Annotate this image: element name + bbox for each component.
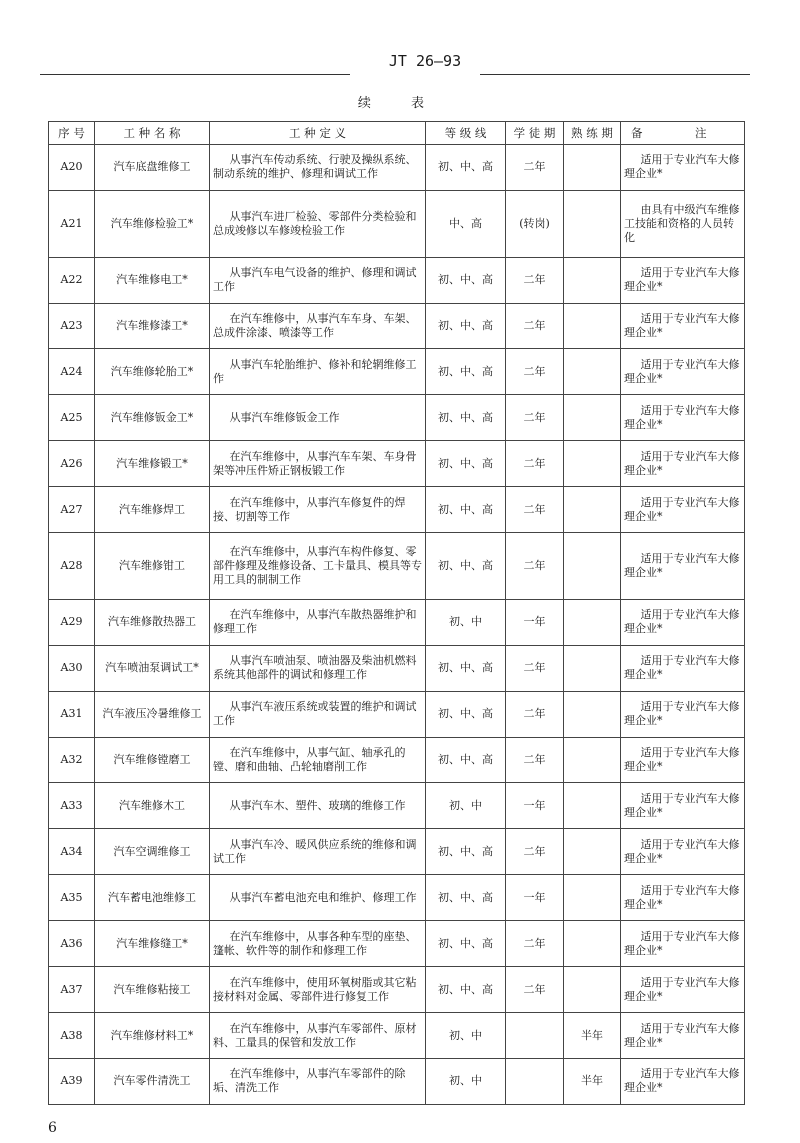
table-row: [49, 533, 745, 600]
table-header-row: [49, 122, 745, 145]
cell-study: 二年: [506, 533, 564, 600]
table-row: [49, 599, 745, 645]
table-row: [49, 303, 745, 349]
continuation-label: 续 表: [357, 96, 443, 111]
cell-note: 适用于专业汽车大修理企业*: [621, 967, 745, 1013]
cell-note: 适用于专业汽车大修理企业*: [621, 257, 745, 303]
cell-study: 二年: [506, 645, 564, 691]
cell-note: 适用于专业汽车大修理企业*: [621, 395, 745, 441]
cell-train: [564, 967, 621, 1013]
table-row: [49, 395, 745, 441]
cell-def: 从事汽车蓄电池充电和维护、修理工作: [210, 875, 426, 921]
cell-train: [564, 691, 621, 737]
cell-note: 适用于专业汽车大修理企业*: [621, 441, 745, 487]
cell-name: 汽车维修粘接工: [95, 967, 210, 1013]
cell-name: 汽车维修钳工: [95, 533, 210, 600]
cell-seq: A38: [49, 1013, 95, 1059]
cell-study: 二年: [506, 441, 564, 487]
cell-grade: 初、中、高: [426, 967, 506, 1013]
cell-study: [506, 1058, 564, 1104]
cell-train: [564, 441, 621, 487]
cell-seq: A37: [49, 967, 95, 1013]
cell-seq: A22: [49, 257, 95, 303]
occupation-table: [48, 121, 745, 1105]
cell-seq: A32: [49, 737, 95, 783]
cell-seq: A35: [49, 875, 95, 921]
table-body: [49, 145, 745, 1105]
cell-seq: A39: [49, 1058, 95, 1104]
cell-note: 适用于专业汽车大修理企业*: [621, 783, 745, 829]
cell-note: 适用于专业汽车大修理企业*: [621, 875, 745, 921]
table-row: [49, 145, 745, 191]
cell-study: 二年: [506, 921, 564, 967]
cell-seq: A30: [49, 645, 95, 691]
cell-name: 汽车维修漆工*: [95, 303, 210, 349]
cell-def: 在汽车维修中，从事汽车构件修复、零部件修理及维修设备、工卡量具、模具等专用工具的制制工作: [210, 533, 426, 600]
cell-name: 汽车空调维修工: [95, 829, 210, 875]
running-header: [40, 52, 750, 76]
cell-train: [564, 599, 621, 645]
cell-study: 一年: [506, 599, 564, 645]
cell-name: 汽车维修散热器工: [95, 599, 210, 645]
cell-def: 在汽车维修中，从事汽车车架、车身骨架等冲压件矫正钢板锻工作: [210, 441, 426, 487]
cell-study: 二年: [506, 691, 564, 737]
cell-train: 半年: [564, 1013, 621, 1059]
standard-code: JT 26—93: [388, 52, 462, 70]
cell-grade: 初、中、高: [426, 737, 506, 783]
cell-def: 从事汽车液压系统或装置的维护和调试工作: [210, 691, 426, 737]
cell-note: 适用于专业汽车大修理企业*: [621, 349, 745, 395]
table-row: [49, 967, 745, 1013]
cell-note: 适用于专业汽车大修理企业*: [621, 303, 745, 349]
cell-note: 适用于专业汽车大修理企业*: [621, 487, 745, 533]
cell-grade: 初、中、高: [426, 145, 506, 191]
cell-seq: A24: [49, 349, 95, 395]
col-header-notes-b: 注: [695, 126, 707, 140]
cell-def: 从事汽车维修钣金工作: [210, 395, 426, 441]
cell-study: 一年: [506, 783, 564, 829]
cell-train: [564, 645, 621, 691]
cell-def: 从事汽车轮胎维护、修补和轮辋维修工作: [210, 349, 426, 395]
cell-grade: 初、中、高: [426, 875, 506, 921]
cell-name: 汽车维修检验工*: [95, 190, 210, 257]
cell-grade: 初、中、高: [426, 487, 506, 533]
cell-seq: A20: [49, 145, 95, 191]
cell-train: [564, 145, 621, 191]
cell-grade: 初、中: [426, 1058, 506, 1104]
cell-train: [564, 257, 621, 303]
cell-name: 汽车维修锻工*: [95, 441, 210, 487]
cell-seq: A29: [49, 599, 95, 645]
cell-study: 二年: [506, 349, 564, 395]
col-header-notes-a: 备: [631, 126, 643, 140]
cell-def: 在汽车维修中，从事汽车车身、车架、总成件涂漆、喷漆等工作: [210, 303, 426, 349]
cell-def: 从事汽车木、塑件、玻璃的维修工作: [210, 783, 426, 829]
cell-def: 在汽车维修中，从事汽车零部件的除垢、清洗工作: [210, 1058, 426, 1104]
cell-grade: 初、中、高: [426, 829, 506, 875]
table-row: [49, 691, 745, 737]
cell-name: 汽车喷油泵调试工*: [95, 645, 210, 691]
cell-train: [564, 783, 621, 829]
cell-note: 适用于专业汽车大修理企业*: [621, 1013, 745, 1059]
col-header-grade: 等 级 线: [426, 122, 506, 145]
cell-note: 适用于专业汽车大修理企业*: [621, 691, 745, 737]
cell-def: 在汽车维修中，使用环氧树脂或其它粘接材料对金属、零部件进行修复工作: [210, 967, 426, 1013]
table-row: [49, 829, 745, 875]
cell-grade: 初、中、高: [426, 349, 506, 395]
cell-name: 汽车蓄电池维修工: [95, 875, 210, 921]
cell-seq: A26: [49, 441, 95, 487]
cell-grade: 初、中: [426, 599, 506, 645]
cell-name: 汽车维修镗磨工: [95, 737, 210, 783]
cell-note: 适用于专业汽车大修理企业*: [621, 1058, 745, 1104]
col-header-seq: 序 号: [49, 122, 95, 145]
cell-def: 在汽车维修中，从事汽车零部件、原材料、工量具的保管和发放工作: [210, 1013, 426, 1059]
cell-study: 二年: [506, 829, 564, 875]
cell-name: 汽车维修材料工*: [95, 1013, 210, 1059]
col-header-name: 工 种 名 称: [95, 122, 210, 145]
cell-def: 在汽车维修中，从事各种车型的座垫、篷帐、软件等的制作和修理工作: [210, 921, 426, 967]
cell-grade: 初、中、高: [426, 533, 506, 600]
cell-note: 适用于专业汽车大修理企业*: [621, 921, 745, 967]
cell-train: [564, 921, 621, 967]
col-header-notes: [621, 122, 745, 145]
cell-grade: 初、中、高: [426, 691, 506, 737]
cell-study: 二年: [506, 967, 564, 1013]
cell-name: 汽车液压冷暑维修工: [95, 691, 210, 737]
cell-seq: A31: [49, 691, 95, 737]
cell-seq: A23: [49, 303, 95, 349]
cell-study: 二年: [506, 395, 564, 441]
cell-note: 适用于专业汽车大修理企业*: [621, 737, 745, 783]
cell-seq: A21: [49, 190, 95, 257]
cell-study: 二年: [506, 303, 564, 349]
cell-def: 在汽车维修中，从事气缸、轴承孔的镗、磨和曲轴、凸轮轴磨削工作: [210, 737, 426, 783]
cell-train: [564, 487, 621, 533]
cell-def: 从事汽车喷油泵、喷油器及柴油机燃料系统其他部件的调试和修理工作: [210, 645, 426, 691]
cell-study: [506, 1013, 564, 1059]
cell-note: 适用于专业汽车大修理企业*: [621, 645, 745, 691]
table-row: [49, 645, 745, 691]
table-row: [49, 190, 745, 257]
cell-name: 汽车维修焊工: [95, 487, 210, 533]
cell-note: 适用于专业汽车大修理企业*: [621, 599, 745, 645]
cell-name: 汽车维修电工*: [95, 257, 210, 303]
cell-grade: 初、中、高: [426, 645, 506, 691]
cell-seq: A25: [49, 395, 95, 441]
table-row: [49, 1013, 745, 1059]
cell-study: (转岗): [506, 190, 564, 257]
cell-seq: A34: [49, 829, 95, 875]
table-row: [49, 441, 745, 487]
cell-note: 适用于专业汽车大修理企业*: [621, 145, 745, 191]
cell-name: 汽车维修缝工*: [95, 921, 210, 967]
cell-train: [564, 190, 621, 257]
table-row: [49, 487, 745, 533]
cell-seq: A36: [49, 921, 95, 967]
cell-def: 从事汽车进厂检验、零部件分类检验和总成竣修以车修竣检验工作: [210, 190, 426, 257]
cell-study: 二年: [506, 145, 564, 191]
cell-study: 二年: [506, 487, 564, 533]
cell-seq: A28: [49, 533, 95, 600]
cell-def: 从事汽车传动系统、行驶及操纵系统、制动系统的维护、修理和调试工作: [210, 145, 426, 191]
cell-name: 汽车底盘维修工: [95, 145, 210, 191]
cell-grade: 初、中: [426, 783, 506, 829]
cell-grade: 初、中、高: [426, 441, 506, 487]
cell-train: [564, 303, 621, 349]
cell-seq: A33: [49, 783, 95, 829]
cell-def: 从事汽车冷、暖风供应系统的维修和调试工作: [210, 829, 426, 875]
cell-train: [564, 395, 621, 441]
header-rule-left: [40, 74, 350, 75]
table-row: [49, 737, 745, 783]
cell-study: 二年: [506, 257, 564, 303]
cell-grade: 初、中、高: [426, 303, 506, 349]
table-row: [49, 875, 745, 921]
table-row: [49, 257, 745, 303]
cell-note: 适用于专业汽车大修理企业*: [621, 533, 745, 600]
cell-train: [564, 349, 621, 395]
col-header-definition: 工 种 定 义: [210, 122, 426, 145]
header-rule-right: [480, 74, 750, 75]
cell-def: 从事汽车电气设备的维护、修理和调试工作: [210, 257, 426, 303]
cell-grade: 初、中、高: [426, 395, 506, 441]
cell-def: 在汽车维修中，从事汽车散热器维护和修理工作: [210, 599, 426, 645]
cell-name: 汽车维修钣金工*: [95, 395, 210, 441]
table-row: [49, 783, 745, 829]
cell-name: 汽车零件清洗工: [95, 1058, 210, 1104]
cell-grade: 中、高: [426, 190, 506, 257]
col-header-train: 熟 练 期: [564, 122, 621, 145]
cell-name: 汽车维修木工: [95, 783, 210, 829]
cell-name: 汽车维修轮胎工*: [95, 349, 210, 395]
table-row: [49, 921, 745, 967]
table-row: [49, 1058, 745, 1104]
cell-seq: A27: [49, 487, 95, 533]
cell-train: [564, 533, 621, 600]
cell-study: 二年: [506, 737, 564, 783]
cell-grade: 初、中、高: [426, 257, 506, 303]
cell-train: 半年: [564, 1058, 621, 1104]
cell-study: 一年: [506, 875, 564, 921]
cell-note: 由具有中级汽车维修工技能和资格的人员转化: [621, 190, 745, 257]
table-row: [49, 349, 745, 395]
cell-grade: 初、中: [426, 1013, 506, 1059]
col-header-study: 学 徒 期: [506, 122, 564, 145]
cell-def: 在汽车维修中，从事汽车修复件的焊接、切割等工作: [210, 487, 426, 533]
cell-train: [564, 875, 621, 921]
cell-train: [564, 829, 621, 875]
cell-grade: 初、中、高: [426, 921, 506, 967]
cell-train: [564, 737, 621, 783]
page-number: 6: [48, 1120, 57, 1136]
cell-note: 适用于专业汽车大修理企业*: [621, 829, 745, 875]
